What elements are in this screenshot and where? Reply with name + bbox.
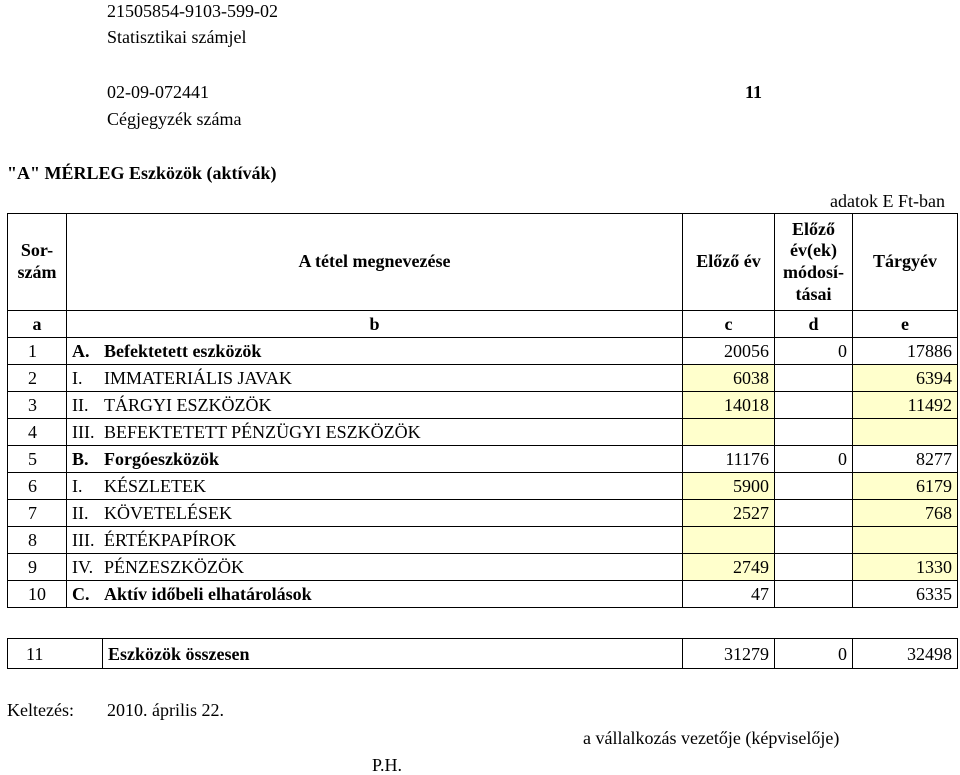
row-value-curr: 6394 — [853, 365, 958, 392]
row-label-cell — [67, 365, 683, 392]
date-value: 2010. április 22. — [107, 700, 224, 720]
row-label: BEFEKTETETT PÉNZÜGYI ESZKÖZÖK — [104, 422, 421, 442]
row-roman-numeral: II. — [72, 503, 89, 523]
row-label-cell — [67, 500, 683, 527]
col-header-curr: Tárgyév — [853, 214, 958, 311]
row-label: TÁRGYI ESZKÖZÖK — [104, 395, 272, 415]
table-header-row — [8, 214, 958, 311]
date-label: Keltezés: — [7, 700, 74, 720]
row-value-prev: 47 — [683, 581, 775, 608]
row-value-mod — [775, 365, 853, 392]
row-number: 4 — [8, 419, 67, 446]
unit-note: adatok E Ft-ban — [830, 191, 945, 211]
row-roman-numeral: I. — [72, 368, 83, 388]
row-value-mod — [775, 392, 853, 419]
row-label-cell — [67, 419, 683, 446]
row-label-cell — [67, 338, 683, 365]
table-row — [8, 527, 958, 554]
table-row — [8, 365, 958, 392]
row-label: Befektetett eszközök — [104, 341, 262, 361]
row-value-mod: 0 — [775, 338, 853, 365]
row-roman-numeral: B. — [72, 449, 89, 469]
row-number: 1 — [8, 338, 67, 365]
row-value-prev: 6038 — [683, 365, 775, 392]
row-roman-numeral: III. — [72, 530, 95, 550]
row-value-mod — [775, 581, 853, 608]
row-value-prev: 11176 — [683, 446, 775, 473]
table-row — [8, 581, 958, 608]
row-value-prev: 2527 — [683, 500, 775, 527]
row-label: KÖVETELÉSEK — [104, 503, 232, 523]
row-label: IMMATERIÁLIS JAVAK — [104, 368, 292, 388]
page-number: 11 — [745, 82, 763, 102]
row-value-prev: 5900 — [683, 473, 775, 500]
total-table — [7, 638, 958, 669]
row-number: 10 — [8, 581, 67, 608]
row-value-curr: 17886 — [853, 338, 958, 365]
company-registration-number: 02-09-072441 — [107, 82, 209, 102]
row-number: 5 — [8, 446, 67, 473]
row-roman-numeral: I. — [72, 476, 83, 496]
col-letter-e: e — [853, 311, 958, 338]
row-label: KÉSZLETEK — [104, 476, 206, 496]
row-value-curr: 1330 — [853, 554, 958, 581]
total-prev: 31279 — [683, 639, 775, 669]
row-roman-numeral: II. — [72, 395, 89, 415]
row-label-cell — [67, 554, 683, 581]
row-number: 8 — [8, 527, 67, 554]
row-value-prev: 20056 — [683, 338, 775, 365]
row-label-cell — [67, 392, 683, 419]
statistical-id: 21505854-9103-599-02 — [107, 1, 278, 21]
total-number: 11 — [8, 639, 103, 669]
col-header-sorszam: Sor- szám — [8, 214, 67, 311]
row-number: 2 — [8, 365, 67, 392]
stamp-label: P.H. — [372, 755, 403, 775]
row-number: 3 — [8, 392, 67, 419]
row-value-curr: 8277 — [853, 446, 958, 473]
row-label-cell — [67, 581, 683, 608]
row-number: 6 — [8, 473, 67, 500]
row-label: Forgóeszközök — [104, 449, 219, 469]
table-row — [8, 338, 958, 365]
col-header-prev: Előző év — [683, 214, 775, 311]
row-value-mod — [775, 500, 853, 527]
row-value-mod — [775, 554, 853, 581]
row-value-prev — [683, 419, 775, 446]
total-mod: 0 — [775, 639, 853, 669]
row-roman-numeral: III. — [72, 422, 95, 442]
row-label: ÉRTÉKPAPÍROK — [104, 530, 237, 550]
row-label: PÉNZESZKÖZÖK — [104, 557, 244, 577]
row-value-curr — [853, 419, 958, 446]
table-row — [8, 392, 958, 419]
total-curr: 32498 — [853, 639, 958, 669]
row-value-mod — [775, 473, 853, 500]
row-value-mod — [775, 527, 853, 554]
row-value-prev: 2749 — [683, 554, 775, 581]
statistical-id-label: Statisztikai számjel — [107, 27, 247, 47]
col-header-name: A tétel megnevezése — [67, 214, 683, 311]
table-row — [8, 446, 958, 473]
row-label-cell — [67, 527, 683, 554]
col-letter-b: b — [67, 311, 683, 338]
row-value-mod — [775, 419, 853, 446]
row-roman-numeral: IV. — [72, 557, 94, 577]
page-title: "A" MÉRLEG Eszközök (aktívák) — [7, 163, 277, 183]
col-letter-a: a — [8, 311, 67, 338]
row-value-prev — [683, 527, 775, 554]
balance-table — [7, 213, 958, 608]
row-roman-numeral: A. — [72, 341, 90, 361]
row-roman-numeral: C. — [72, 584, 90, 604]
signatory-label: a vállalkozás vezetője (képviselője) — [583, 728, 840, 748]
total-row — [8, 639, 958, 669]
row-value-curr: 6179 — [853, 473, 958, 500]
row-value-prev: 14018 — [683, 392, 775, 419]
row-number: 7 — [8, 500, 67, 527]
row-value-curr: 768 — [853, 500, 958, 527]
row-value-curr: 11492 — [853, 392, 958, 419]
table-row — [8, 473, 958, 500]
row-label-cell — [67, 473, 683, 500]
col-letter-d: d — [775, 311, 853, 338]
col-header-mod: Előző év(ek) módosí- tásai — [775, 214, 853, 311]
row-number: 9 — [8, 554, 67, 581]
table-row — [8, 419, 958, 446]
row-value-curr: 6335 — [853, 581, 958, 608]
col-letter-c: c — [683, 311, 775, 338]
row-value-mod: 0 — [775, 446, 853, 473]
row-value-curr — [853, 527, 958, 554]
company-registration-label: Cégjegyzék száma — [107, 109, 242, 129]
table-row — [8, 554, 958, 581]
column-letters-row — [8, 311, 958, 338]
row-label-cell — [67, 446, 683, 473]
row-label: Aktív időbeli elhatárolások — [104, 584, 312, 604]
total-label: Eszközök összesen — [103, 639, 683, 669]
table-row — [8, 500, 958, 527]
